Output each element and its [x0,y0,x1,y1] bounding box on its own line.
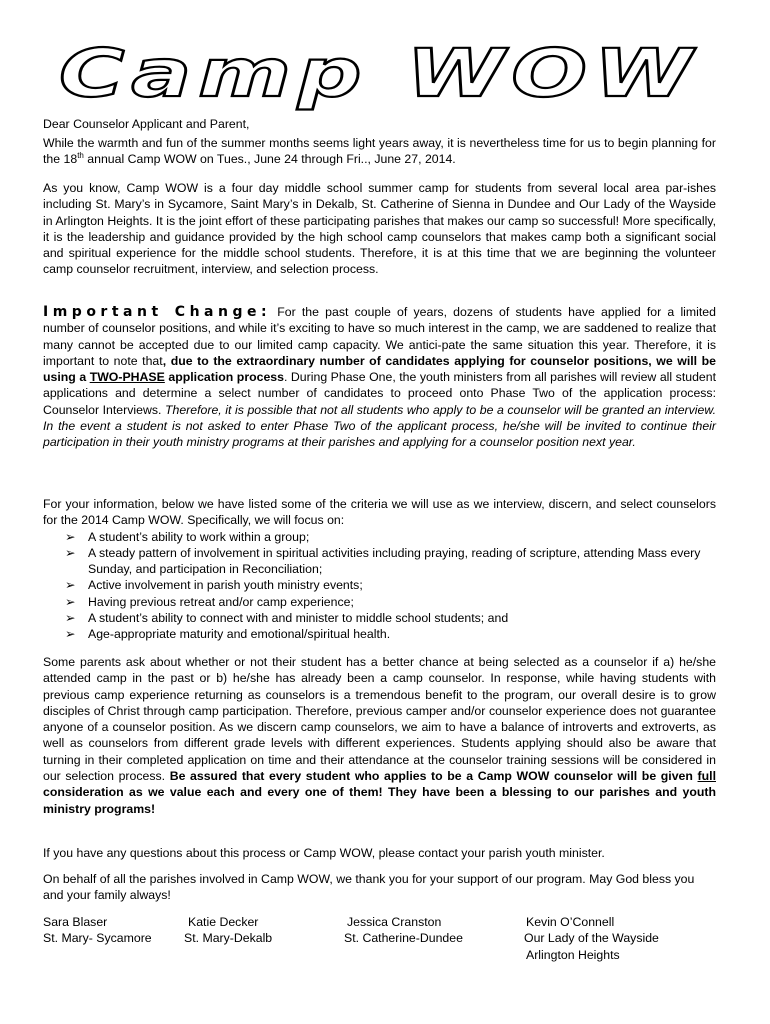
arrow-bullet-icon: ➢ [65,627,76,642]
intro-text-1: While the warmth and fun of the summer months seems light years away, it is nevertheless time for us to begin planning for the 18 [43,136,716,167]
important-italic: Therefore, it is possible that not all students who apply to be a counselor will be granted an interview. In the event a student is not asked to enter Phase Two of the applicant process, he/she will be invited to continue their participation in their youth ministry programs at their parishes and applying for a counselor position next year. [43,402,716,450]
important-text-2: . During Phase One, the youth ministers from all parishes will review all student applications and determine a select number of candidates to proceed onto Phase Two of the application process: Counselor Interviews. [43,370,717,417]
intro-text-2: annual Camp WOW on Tues., June 24 through Fri.., June 27, 2014. [83,152,456,167]
important-change-paragraph [43,304,716,451]
arrow-bullet-icon: ➢ [65,611,76,626]
arrow-bullet-icon: ➢ [65,529,76,544]
closing-paragraph: On behalf of all the parishes involved in Camp WOW, we thank you for your support of our program. May God bless you and your family always! [43,872,695,903]
intro-superscript: th [77,151,84,161]
signer-name: Jessica Cranston [347,915,442,929]
intro-paragraph [43,135,716,168]
criteria-intro: For your information, below we have listed some of the criteria we will use as we interview, discern, and select counselors for the 2014 Camp WOW. Specifically, we will focus on: [43,497,716,528]
list-item: ➢ A student’s ability to work within a group; [65,529,310,544]
list-item: ➢ A steady pattern of involvement in spiritual activities including praying, reading of scripture, attending Mass every Sunday, and participation in Reconciliation; [65,545,701,577]
arrow-bullet-icon: ➢ [65,578,76,593]
signature [524,914,659,963]
signer-location: Arlington Heights [526,947,620,962]
parents-bold-1: Be assured that every student who applies to be a Camp WOW counselor will be given [169,769,698,784]
criteria-section [43,496,716,643]
parents-paragraph [43,654,716,817]
arrow-bullet-icon: ➢ [65,545,76,560]
important-text-1: For the past couple of years, dozens of students have applied for a limited number of counselor positions, and while it’s exciting to have so much interest in the camp, we are saddened to realize that many cannot be accepted due to our limited camp capacity. We antici-pate the same situation this year. Therefore, it is important to note that [43,305,716,368]
title-text: Camp WOW [59,40,699,112]
list-item: ➢ Active involvement in parish youth ministry events; [65,578,363,593]
signer-parish: Our Lady of the Wayside [524,931,659,946]
parents-bold-2: consideration as we value each and every one of them! They have been a blessing to our parishes and youth ministry programs! [43,785,716,816]
about-paragraph: As you know, Camp WOW is a four day middle school summer camp for students from several local area par-ishes including St. Mary’s in Sycamore, Saint Mary’s in Dekalb, St. Catherine of Sienna in Dundee and Our Lady of the Wayside in Arlington Heights. It is the joint effort of these participating parishes that makes our camp so successful! More specifically, it is the leadership and guidance provided by the high school camp counselors that makes camp both a significant social and spiritual experience for the middle school students. Therefore, it is at this time that we are beginning the volunteer camp counselor recruitment, interview, and selection process. [43,181,716,277]
list-item: ➢ Having previous retreat and/or camp experience; [65,594,354,609]
parents-text: Some parents ask about whether or not their student has a better chance at being selected as a counselor if a) he/she attended camp in the past or b) he/she has already been a camp counselor. In response, while having students with previous camp experience returning as counselors is a tremendous benefit to the program, our overall desire is to grow disciples of Christ through camp participation. Therefore, previous camper and/or counselor experience does not guarantee anyone of a counselor position. As we discern camp counselors, we aim to have a balance of introverts and extroverts, as well as counselors from different grade levels with different experiences. Students applying should also be aware that turning in their completed application on time and their attendance at the counselor training sessions will be considered in our selection process. [43,655,716,784]
signer-name: Katie Decker [188,915,259,929]
greeting: Dear Counselor Applicant and Parent, [43,117,250,131]
signer-name: Sara Blaser [43,915,108,929]
camp-wow-title-logo [43,40,716,112]
list-item: ➢ A student’s ability to connect with and minister to middle school students; and [65,611,509,626]
signer-name: Kevin O’Connell [526,915,615,929]
signature [43,914,152,947]
important-change-heading: Important Change: [43,304,272,320]
signer-parish: St. Mary- Sycamore [43,931,152,946]
two-phase-emphasis: TWO-PHASE [89,370,165,385]
signature [344,914,463,947]
important-bold-2: application process [164,370,284,385]
full-emphasis: full [697,769,716,784]
signer-parish: St. Catherine-Dundee [344,931,463,946]
questions-paragraph: If you have any questions about this process or Camp WOW, please contact your parish youth minister. [43,846,605,860]
signature [184,914,272,947]
criteria-list [43,529,716,643]
arrow-bullet-icon: ➢ [65,594,76,609]
signer-parish: St. Mary-Dekalb [184,931,273,946]
list-item: ➢ Age-appropriate maturity and emotional/spiritual health. [65,627,391,642]
important-bold-1: , due to the extraordinary number of candidates applying for counselor positions, we will be using a [43,353,717,385]
